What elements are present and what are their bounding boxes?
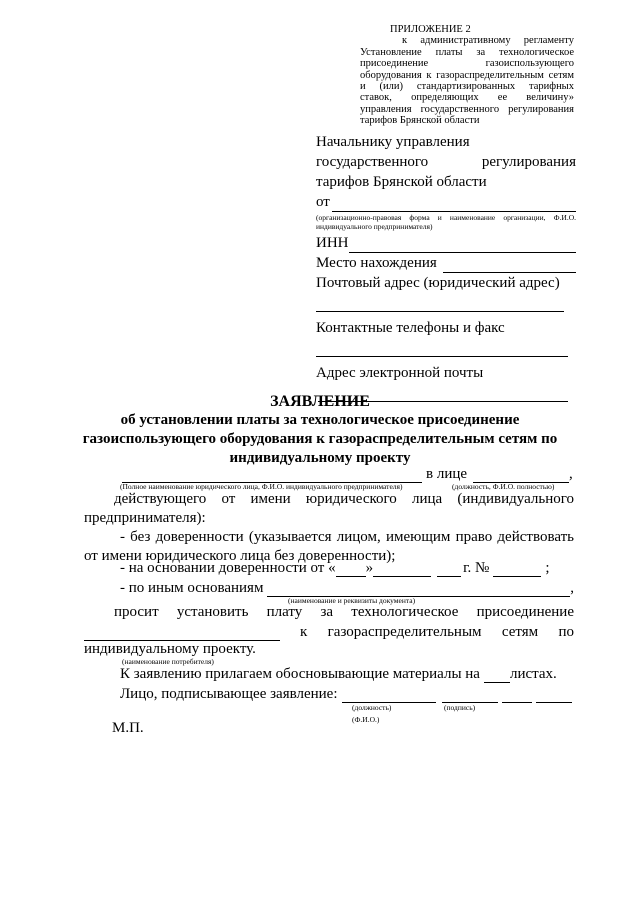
- power-row: [84, 560, 574, 577]
- attach-row: [84, 666, 574, 683]
- pages-field[interactable]: [484, 668, 510, 683]
- from-row: [316, 192, 576, 212]
- location-row: [316, 253, 576, 273]
- power-year-field[interactable]: [437, 562, 461, 577]
- other-row: [84, 580, 574, 597]
- power-quote: »: [365, 560, 374, 576]
- in-person-label: в лице: [426, 466, 468, 482]
- stamp-label: М.П.: [112, 720, 144, 736]
- power-end: ;: [545, 560, 550, 576]
- inn-row: [316, 233, 576, 253]
- caption-position: (должность, Ф.И.О. полностью): [452, 482, 555, 491]
- company-name-field[interactable]: [122, 468, 422, 483]
- from-label: от: [316, 194, 330, 210]
- attach-label: К заявлению прилагаем обосновывающие материалы на: [120, 666, 480, 682]
- power-day-field[interactable]: [336, 562, 366, 577]
- caption-company-name: (Полное наименование юридического лица, Ф.И.О. индивидуального предпринимателя): [120, 482, 403, 491]
- other-comma: ,: [570, 580, 574, 596]
- asks-line1: просит установить плату за технологическое присоединение: [114, 604, 574, 620]
- location-label: Место нахождения: [316, 255, 437, 271]
- signer-post-field[interactable]: [342, 688, 436, 703]
- representative-field[interactable]: [473, 468, 569, 483]
- postal-label: Почтовый адрес (юридический адрес): [316, 275, 560, 291]
- other-field[interactable]: [267, 582, 570, 597]
- signer-sign-field[interactable]: [442, 688, 498, 703]
- phones-field[interactable]: [316, 342, 568, 357]
- caption-docs: (наименование и реквизиты документа): [288, 596, 416, 605]
- recipient-line1: Начальнику управления: [316, 134, 470, 150]
- postal-field[interactable]: [316, 297, 564, 312]
- statement-heading: [60, 392, 580, 468]
- statement-title: ЗАЯВЛЕНИЕ: [270, 393, 370, 410]
- caption-consumer: (наименование потребителя): [122, 657, 214, 666]
- appendix-text: к административному регламенту Установление платы за технологическое присоединение газоиспользующего оборудования к газораспределительным сетям и (или) стандартизированных тарифных ставок, определяющих ее величину» управления государственного регулирования тарифов Брянской области: [360, 35, 574, 127]
- name-comma: ,: [569, 466, 573, 482]
- appendix-title: ПРИЛОЖЕНИЕ 2: [390, 24, 471, 35]
- asks-line2: к газораспределительным сетям по: [300, 624, 574, 640]
- attach-end: листах.: [509, 666, 557, 682]
- caption-sign: (подпись): [444, 703, 476, 712]
- asks-row1: [84, 604, 574, 621]
- inn-field[interactable]: [349, 238, 577, 253]
- recipient-line2a: государственного: [316, 154, 429, 170]
- name-row: [84, 466, 574, 483]
- from-caption: (организационно-правовая форма и наименование организации, Ф.И.О. индивидуального предпринимателя): [316, 213, 576, 231]
- power-year-label: г. №: [463, 560, 490, 576]
- from-field[interactable]: [332, 197, 576, 212]
- consumer-field[interactable]: [84, 626, 280, 641]
- asks-row2: [84, 624, 574, 641]
- recipient-line2b: регулирования: [481, 154, 576, 170]
- caption-post: (должность): [352, 703, 392, 712]
- appendix-note: [360, 24, 574, 127]
- asks-line3: индивидуальному проекту.: [84, 641, 256, 657]
- inn-label: ИНН: [316, 235, 349, 251]
- caption-fio: (Ф.И.О.): [352, 715, 380, 724]
- signer-sign-field-2[interactable]: [502, 688, 532, 703]
- power-month-field[interactable]: [373, 562, 431, 577]
- statement-subtitle: об установлении платы за технологическое присоединение газоиспользующего оборудования к газораспределительным сетям по индивидуальному проекту: [82, 412, 558, 466]
- recipient-line3: тарифов Брянской области: [316, 174, 487, 190]
- recipient-block: [316, 132, 576, 402]
- no-power-text: - без доверенности (указывается лицом, имеющим право действовать от имени юридического лица без доверенности);: [84, 529, 574, 564]
- signer-row: [84, 686, 574, 703]
- phones-label: Контактные телефоны и факс: [316, 320, 505, 336]
- signer-label: Лицо, подписывающее заявление:: [120, 686, 338, 702]
- power-label: - на основании доверенности от «: [120, 560, 336, 576]
- location-field[interactable]: [443, 258, 576, 273]
- recipient-line2: [316, 152, 576, 172]
- other-label: - по иным основаниям: [120, 580, 264, 596]
- email-label: Адрес электронной почты: [316, 365, 484, 381]
- signer-fio-field[interactable]: [536, 688, 572, 703]
- power-number-field[interactable]: [493, 562, 541, 577]
- acting-text: действующего от имени юридического лица (индивидуального предпринимателя):: [84, 491, 574, 526]
